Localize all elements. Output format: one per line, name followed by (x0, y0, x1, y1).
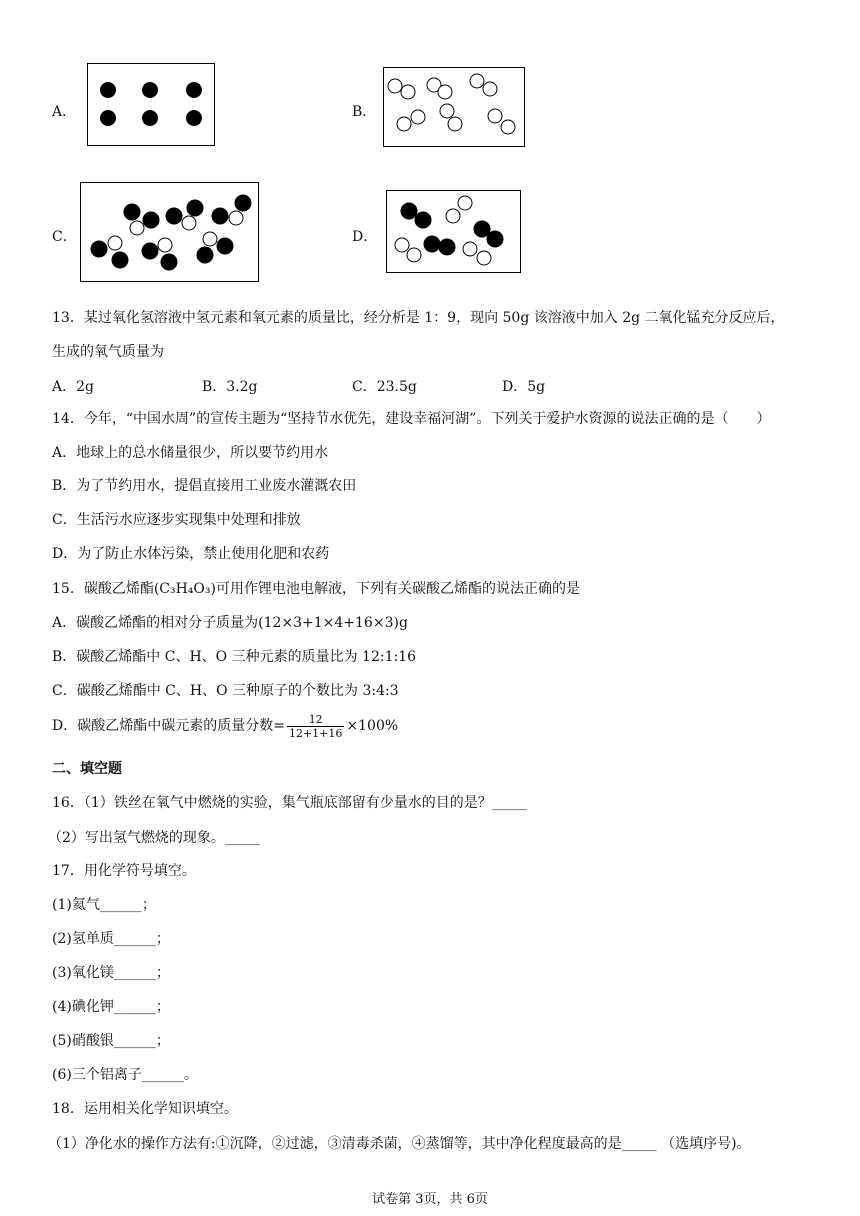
q17-text: 17．用化学符号填空。 (52, 863, 196, 879)
q18-text: 18．运用相关化学知识填空。 (52, 1101, 238, 1117)
q17-item-1: (1)氦气______； (52, 897, 156, 913)
q15-option-d-prefix: D．碳酸乙烯酯中碳元素的质量分数= (52, 718, 285, 734)
q16-part1: 16．（1）铁丝在氧气中燃烧的实验，集气瓶底部留有少量水的目的是？_____ (52, 795, 527, 811)
q17-item-2: (2)氢单质______； (52, 931, 170, 947)
q17-item-6: (6)三个铝离子______。 (52, 1067, 198, 1083)
q13-option-d[interactable]: D．5g (502, 379, 546, 395)
particles-a (88, 64, 213, 144)
option-d-label: D． (352, 229, 378, 245)
fraction-numerator: 12 (287, 713, 344, 727)
q13-option-c[interactable]: C．23.5g (352, 379, 417, 395)
particles-d (387, 191, 519, 271)
q16-part2: （2）写出氢气燃烧的现象。_____ (48, 830, 260, 846)
q17-item-5: (5)硝酸银______； (52, 1033, 170, 1049)
q17-item-3: (3)氧化镁______； (52, 965, 170, 981)
option-a-diagram (87, 63, 215, 146)
option-c-label: C． (52, 229, 77, 245)
q13-text-cont: 生成的氧气质量为 (52, 344, 164, 360)
option-c-diagram (80, 182, 259, 282)
fraction (287, 713, 344, 740)
q17-item-4: (4)碘化钾______； (52, 999, 170, 1015)
page-footer: 试卷第 3页，共 6页 (372, 1192, 488, 1207)
option-d-diagram (386, 190, 521, 273)
option-b-label: B． (352, 104, 377, 120)
particles-c (81, 183, 257, 280)
q15-option-c[interactable]: C．碳酸乙烯酯中 C、H、O 三种原子的个数比为 3:4:3 (52, 683, 399, 699)
particles-b (384, 68, 523, 145)
q14-option-d[interactable]: D．为了防止水体污染，禁止使用化肥和农药 (52, 546, 330, 562)
option-b-diagram (383, 67, 525, 147)
q13-text: 13．某过氧化氢溶液中氢元素和氧元素的质量比，经分析是 1：9，现向 50g 该溶液中加入 2g 二氧化锰充分反应后， (52, 310, 785, 326)
q18-part1: （1）净化水的操作方法有:①沉降，②过滤，③清毒杀菌，④蒸馏等，其中净化程度最高的是_____ （选填序号)。 (48, 1136, 751, 1152)
option-a-label: A． (52, 104, 77, 120)
q14-option-b[interactable]: B．为了节约用水，提倡直接用工业废水灌溉农田 (52, 478, 357, 494)
q15-option-d-suffix: ×100% (346, 718, 399, 734)
q13-option-a[interactable]: A．2g (52, 379, 94, 395)
section-title: 二、填空题 (52, 761, 122, 777)
q13-option-b[interactable]: B．3.2g (202, 379, 258, 395)
q14-option-c[interactable]: C．生活污水应逐步实现集中处理和排放 (52, 512, 301, 528)
fraction-denominator: 12+1+16 (288, 726, 343, 740)
q15-option-a[interactable]: A．碳酸乙烯酯的相对分子质量为(12×3+1×4+16×3)g (52, 615, 408, 631)
q15-option-d[interactable] (52, 710, 398, 742)
q15-option-b[interactable]: B．碳酸乙烯酯中 C、H、O 三种元素的质量比为 12:1:16 (52, 649, 417, 665)
q14-option-a[interactable]: A．地球上的总水储量很少，所以要节约用水 (52, 445, 329, 461)
q15-text: 15．碳酸乙烯酯(C₃H₄O₃)可用作锂电池电解液，下列有关碳酸乙烯酯的说法正确的是 (52, 581, 580, 597)
q14-text: 14．今年，“中国水周”的宣传主题为“坚持节水优先，建设幸福河湖”。下列关于爱护水资源的说法正确的是（ ） (52, 411, 771, 427)
